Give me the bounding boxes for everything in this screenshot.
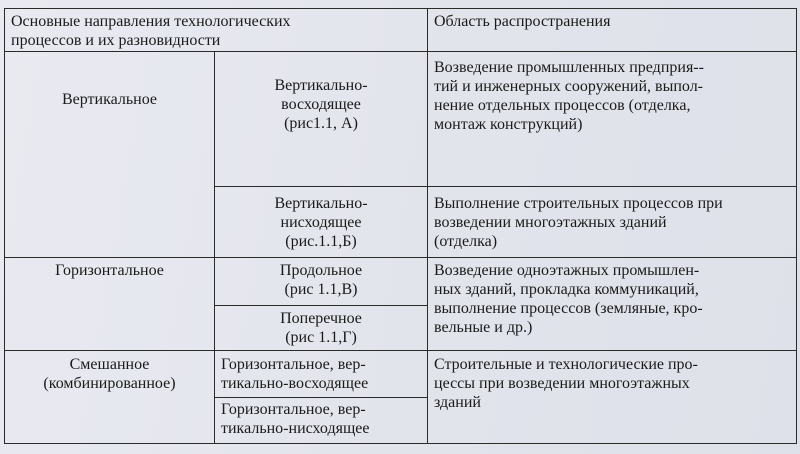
subtype-mixed-ascending: Горизонтальное, вер- тикально-восходящее bbox=[215, 351, 428, 398]
area-vertical-ascending: Возведение промышленных предприя-- тий и инженерных сооружений, выпол- нение отдельных процессов (отделка, монтаж конструкций) bbox=[428, 52, 797, 187]
table-row bbox=[5, 52, 797, 187]
subtype-longitudinal: Продольное (рис 1.1,В) bbox=[215, 258, 428, 306]
header-area: Область распространения bbox=[428, 9, 797, 52]
process-directions-table bbox=[4, 8, 797, 444]
area-mixed: Строительные и технологические про- цессы при возведении многоэтажных зданий bbox=[428, 351, 797, 444]
category-vertical: Вертикальное bbox=[5, 52, 215, 258]
category-mixed: Смешанное (комбинированное) bbox=[5, 351, 215, 444]
category-horizontal: Горизонтальное bbox=[5, 258, 215, 351]
subtype-transverse: Поперечное (рис 1.1,Г) bbox=[215, 306, 428, 351]
subtype-vertical-descending: Вертикально- нисходящее (рис.1.1,Б) bbox=[215, 187, 428, 258]
area-vertical-descending: Выполнение строительных процессов при возведении многоэтажных зданий (отделка) bbox=[428, 187, 797, 258]
table-row bbox=[5, 351, 797, 398]
subtype-vertical-ascending: Вертикально- восходящее (рис1.1, А) bbox=[215, 52, 428, 187]
header-directions: Основные направления технологических процессов и их разновидности bbox=[5, 9, 428, 52]
table-header-row bbox=[5, 9, 797, 52]
table-row bbox=[5, 258, 797, 306]
area-horizontal: Возведение одноэтажных промышлен- ных зданий, прокладка коммуникаций, выполнение процессов (земляные, кро- вельные и др.) bbox=[428, 258, 797, 351]
subtype-mixed-descending: Горизонтальное, вер- тикально-нисходящее bbox=[215, 398, 428, 444]
